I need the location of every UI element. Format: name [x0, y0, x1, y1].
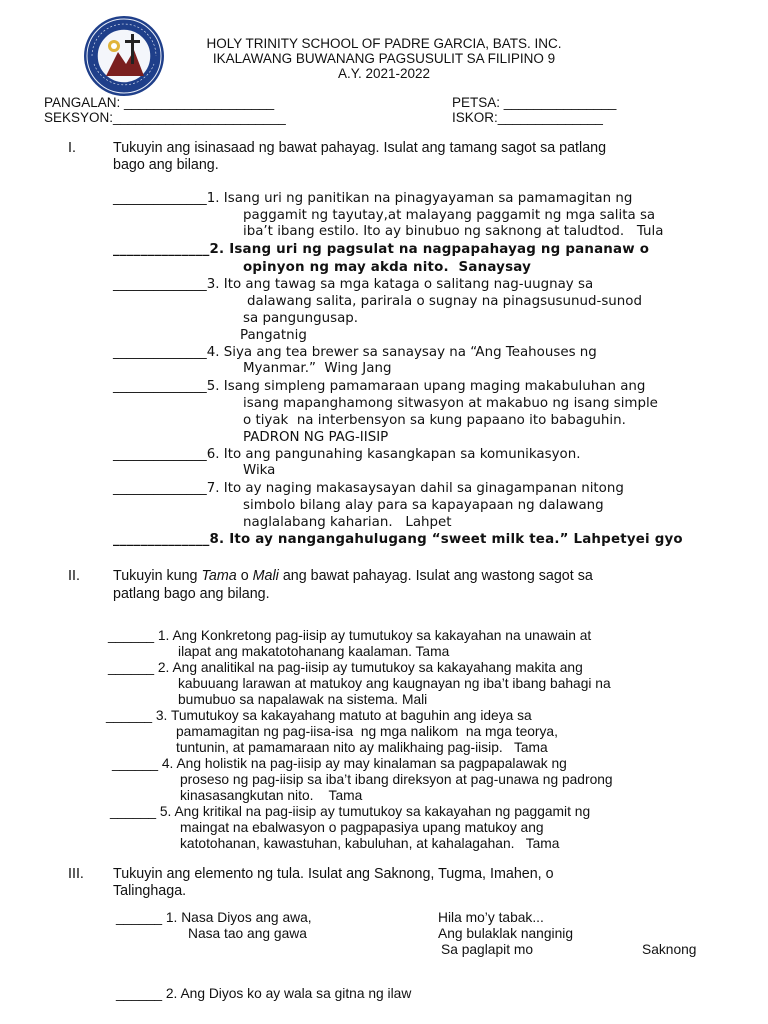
part3-item: ______ 2. Ang Diyos ko ay wala sa gitna ng ilaw	[116, 986, 412, 1001]
part2-instr-a: Tukuyin kung	[113, 568, 202, 584]
part3-instruction: Talinghaga.	[113, 883, 187, 899]
date-field: PETSA: _______________	[452, 95, 617, 110]
part1-item-line: opinyon ng may akda nito. Sanaysay	[243, 260, 532, 275]
part3-item: ______ 1. Nasa Diyos ang awa,	[116, 910, 312, 925]
part2-item: ______ 2. Ang analitikal na pag-iisip ay tumutukoy sa kakayahang makita ang	[108, 660, 583, 675]
exam-title: IKALAWANG BUWANANG PAGSUSULIT SA FILIPINO 9	[212, 51, 556, 66]
part2-instruction: patlang bago ang bilang.	[113, 586, 270, 602]
part1-item-line: Myanmar.” Wing Jang	[243, 361, 392, 376]
part2-item-line: proseso ng pag-iisip sa iba’t ibang direksyon at pag-unawa ng padrong	[180, 772, 613, 787]
part2-item: ______ 5. Ang kritikal na pag-iisip ay tumutukoy sa kakayahan ng paggamit ng	[110, 804, 591, 819]
part1-item: ______________6. Ito ang pangunahing kasangkapan sa komunikasyon.	[113, 447, 581, 462]
part1-item-line: Wika	[243, 463, 276, 478]
part2-item: ______ 3. Tumutukoy sa kakayahang matuto at baguhin ang ideya sa	[106, 708, 532, 723]
part3-instruction: Tukuyin ang elemento ng tula. Isulat ang Saknong, Tugma, Imahen, o	[113, 866, 554, 882]
part3-poem-line: Hila mo’y tabak...	[438, 910, 544, 925]
part2-item: ______ 1. Ang Konkretong pag-iisip ay tumutukoy sa kakayahan na unawain at	[108, 628, 592, 643]
part3-poem-line: Ang bulaklak nanginig	[438, 926, 574, 941]
part1-item-line: PADRON NG PAG-IISIP	[243, 430, 389, 445]
tama-word: Tama	[201, 568, 237, 584]
part3-answer: Saknong	[642, 942, 697, 957]
school-name: HOLY TRINITY SCHOOL OF PADRE GARCIA, BATS. INC.	[206, 36, 562, 51]
part1-item: ______________3. Ito ang tawag sa mga kataga o salitang nag-uugnay sa	[113, 277, 594, 292]
part1-instruction: Tukuyin ang isinasaad ng bawat pahayag. Isulat ang tamang sagot sa patlang	[113, 140, 607, 156]
part2-item-line: tuntunin, at pamamaraan nito ay malikhaing pag-iisip. Tama	[176, 740, 548, 755]
part2-item-line: kinasasangkutan nito. Tama	[180, 788, 363, 803]
part1-item: ______________4. Siya ang tea brewer sa sanaysay na “Ang Teahouses ng	[113, 345, 597, 360]
part3-poem-line: Sa paglapit mo	[441, 942, 534, 957]
part1-item-line: paggamit ng tayutay,at malayang paggamit ng mga salita sa	[243, 208, 656, 223]
mali-word: Mali	[252, 568, 279, 584]
part1-item: ______________8. Ito ay nangangahulugang “sweet milk tea.” Lahpetyei gyo	[113, 532, 683, 547]
part1-instruction: bago ang bilang.	[113, 157, 219, 173]
section-field: SEKSYON:_______________________	[44, 110, 286, 125]
part2-item-line: katotohanan, kawastuhan, kabuluhan, at kahalagahan. Tama	[180, 836, 560, 851]
part2-item: ______ 4. Ang holistik na pag-iisip ay may kinalaman sa pagpapalawak ng	[112, 756, 567, 771]
part1-item: ______________7. Ito ay naging makasaysayan dahil sa ginagampanan nitong	[113, 481, 624, 496]
part1-numeral: I.	[68, 140, 76, 156]
part1-item-line: dalawang salita, parirala o sugnay na pinagsusunud-sunod	[247, 294, 642, 309]
part3-numeral: III.	[68, 866, 84, 882]
part1-item: ______________2. Isang uri ng pagsulat na nagpapahayag ng pananaw o	[113, 242, 650, 257]
part1-item-line: sa pangungusap.	[243, 311, 359, 326]
part1-item-line: isang mapanghamong sitwasyon at makabuo ng isang simple	[243, 396, 658, 411]
part1-item: ______________5. Isang simpleng pamamaraan upang maging makabuluhan ang	[113, 379, 646, 394]
part1-item-line: Pangatnig	[240, 328, 307, 343]
part1-item-line: iba’t ibang estilo. Ito ay binubuo ng saknong at taludtod. Tula	[243, 224, 664, 239]
part1-item-line: simbolo bilang alay para sa kapayapaan ng dalawang	[243, 498, 604, 513]
part2-item-line: maingat na ebalwasyon o pagpapasiya upang matukoy ang	[180, 820, 544, 835]
part2-instr-o: o	[236, 568, 253, 584]
part2-item-line: bumubuo sa napalawak na sistema. Mali	[178, 692, 428, 707]
academic-year: A.Y. 2021-2022	[337, 66, 431, 81]
part2-item-line: ilapat ang makatotohanang kaalaman. Tama	[178, 644, 450, 659]
part1-item: ______________1. Isang uri ng panitikan na pinagyayaman sa pamamagitan ng	[113, 191, 633, 206]
part1-item-line: naglalabang kaharian. Lahpet	[243, 515, 452, 530]
part2-item-line: kabuuang larawan at matukoy ang kaugnayan ng iba’t ibang bahagi na	[178, 676, 611, 691]
name-field: PANGALAN: ____________________	[44, 95, 275, 110]
part2-item-line: pamamagitan ng pag-iisa-isa ng mga nalikom na mga teorya,	[176, 724, 558, 739]
part2-instr-b: ang bawat pahayag. Isulat ang wastong sagot sa	[278, 568, 593, 584]
part1-item-line: o tiyak na interbensyon sa kung papaano ito babaguhin.	[243, 413, 626, 428]
score-field: ISKOR:______________	[452, 110, 603, 125]
part3-item-line: Nasa tao ang gawa	[188, 926, 307, 941]
part2-numeral: II.	[68, 568, 80, 584]
part2-instruction	[113, 568, 593, 584]
